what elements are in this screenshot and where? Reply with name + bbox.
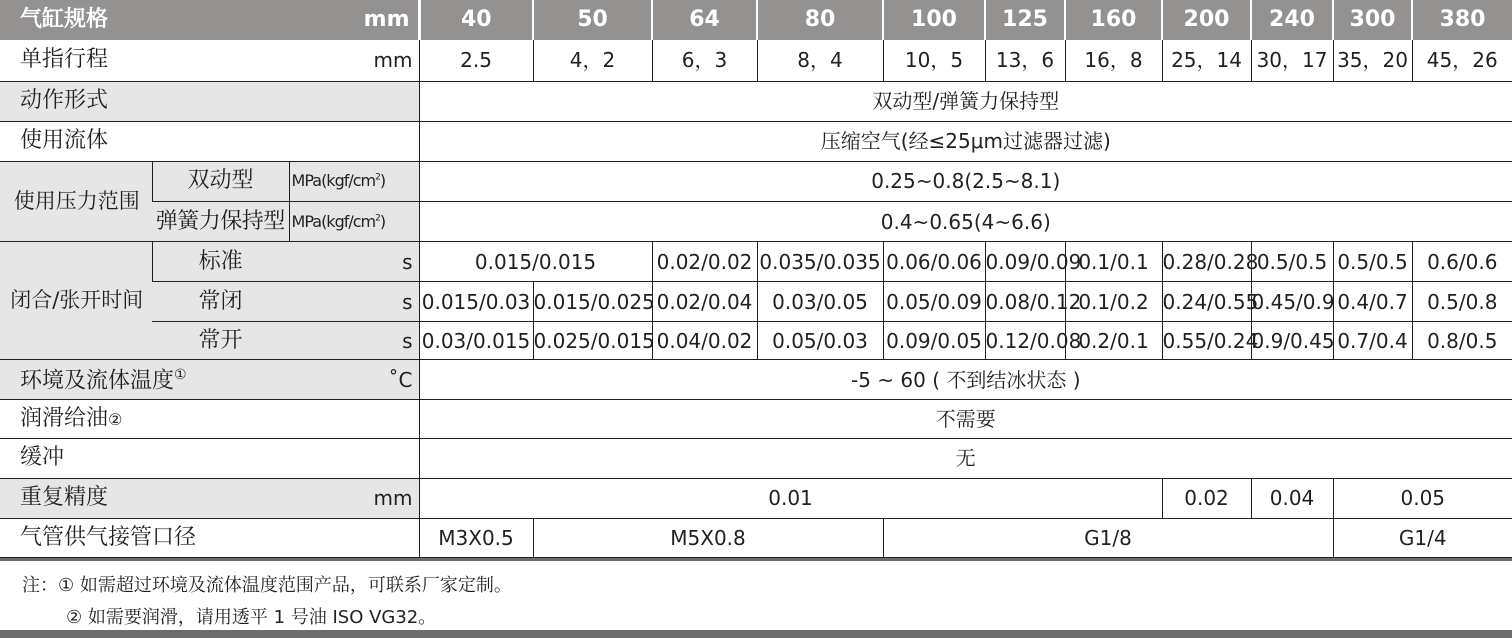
timing-row-standard — [0, 242, 1512, 282]
lubrication-label: 润滑给油② — [0, 400, 419, 438]
temperature-label: 环境及流体温度① — [0, 360, 289, 400]
pressure-spring-value: 0.4~0.65(4~6.6) — [419, 201, 1512, 241]
action-label: 动作形式 — [0, 81, 419, 121]
table-cell: 10，5 — [883, 40, 985, 81]
timing-no-label: 常开 — [152, 322, 289, 360]
bore-40: 40 — [419, 0, 533, 40]
timing-unit: s — [289, 322, 419, 360]
accuracy-value-3: 0.04 — [1251, 478, 1333, 518]
port-value-2: M5X0.8 — [533, 518, 883, 557]
table-cell: 0.04/0.02 — [652, 322, 757, 360]
pressure-unit: $MPa(kgf/cm^2)$ — [289, 201, 419, 241]
note-mark: ② — [108, 410, 123, 429]
table-cell: 13，6 — [985, 40, 1065, 81]
pressure-double-value: 0.25~0.8(2.5~8.1) — [419, 161, 1512, 201]
table-cell: 0.06/0.06 — [883, 242, 985, 282]
timing-nc-label: 常闭 — [152, 282, 289, 322]
table-cell: 0.035/0.035 — [757, 242, 883, 282]
table-cell: 0.015/0.03 — [419, 282, 533, 322]
bore-300: 300 — [1333, 0, 1412, 40]
table-cell: 0.015/0.015 — [419, 242, 652, 282]
table-cell: 0.08/0.12 — [985, 282, 1065, 322]
timing-unit: s — [289, 242, 419, 282]
header-label: 气缸规格 — [0, 0, 289, 40]
table-cell: 0.1/0.1 — [1065, 242, 1162, 282]
table-cell: 4，2 — [533, 40, 652, 81]
table-cell: 30，17 — [1251, 40, 1333, 81]
table-cell: 0.5/0.5 — [1333, 242, 1412, 282]
bore-100: 100 — [883, 0, 985, 40]
table-cell: 0.5/0.5 — [1251, 242, 1333, 282]
table-cell: 0.7/0.4 — [1333, 322, 1412, 360]
bore-50: 50 — [533, 0, 652, 40]
temperature-unit: ˚C — [289, 360, 419, 400]
table-cell: 0.8/0.5 — [1412, 322, 1512, 360]
table-cell: 0.24/0.55 — [1162, 282, 1251, 322]
port-value-1: M3X0.5 — [419, 518, 533, 557]
table-cell: 45，26 — [1412, 40, 1512, 81]
table-cell: 0.1/0.2 — [1065, 282, 1162, 322]
bore-125: 125 — [985, 0, 1065, 40]
timing-label: 闭合/张开时间 — [0, 242, 152, 360]
fluid-row — [0, 121, 1512, 161]
accuracy-label: 重复精度 — [0, 478, 289, 518]
fluid-value: 压缩空气(经≤25μm过滤器过滤) — [419, 121, 1512, 161]
note-line-1: 注：① 如需超过环境及流体温度范围产品，可联系厂家定制。 — [22, 575, 512, 596]
lubrication-row — [0, 400, 1512, 438]
table-cell: 0.05/0.03 — [757, 322, 883, 360]
table-cell: 0.02/0.02 — [652, 242, 757, 282]
stroke-unit: mm — [289, 40, 419, 81]
table-cell: 0.28/0.28 — [1162, 242, 1251, 282]
pressure-double-label: 双动型 — [152, 161, 289, 201]
stroke-label: 单指行程 — [0, 40, 289, 81]
bore-80: 80 — [757, 0, 883, 40]
temperature-row — [0, 360, 1512, 400]
accuracy-value-1: 0.01 — [419, 478, 1162, 518]
table-cell: 0.6/0.6 — [1412, 242, 1512, 282]
pressure-spring-label: 弹簧力保持型 — [152, 201, 289, 241]
cushion-row — [0, 438, 1512, 478]
action-row — [0, 81, 1512, 121]
table-cell: 0.015/0.025 — [533, 282, 652, 322]
table-cell: 35，20 — [1333, 40, 1412, 81]
table-cell: 0.02/0.04 — [652, 282, 757, 322]
bore-380: 380 — [1412, 0, 1512, 40]
accuracy-row — [0, 478, 1512, 518]
cushion-label: 缓冲 — [0, 438, 419, 478]
bore-64: 64 — [652, 0, 757, 40]
table-cell: 0.03/0.015 — [419, 322, 533, 360]
pressure-row-spring — [0, 201, 1512, 241]
port-label: 气管供气接管口径 — [0, 518, 419, 557]
temperature-value: -5 ~ 60 ( 不到结冰状态 ) — [419, 360, 1512, 400]
timing-unit: s — [289, 282, 419, 322]
table-cell: 0.025/0.015 — [533, 322, 652, 360]
cushion-value: 无 — [419, 438, 1512, 478]
table-cell: 8，4 — [757, 40, 883, 81]
timing-row-nc — [0, 282, 1512, 322]
note-mark: ① — [174, 366, 187, 383]
table-cell: 0.2/0.1 — [1065, 322, 1162, 360]
table-cell: 0.55/0.24 — [1162, 322, 1251, 360]
table-cell: 0.45/0.9 — [1251, 282, 1333, 322]
table-cell: 25，14 — [1162, 40, 1251, 81]
table-cell: 2.5 — [419, 40, 533, 81]
timing-row-no — [0, 322, 1512, 360]
fluid-label: 使用流体 — [0, 121, 419, 161]
accuracy-value-2: 0.02 — [1162, 478, 1251, 518]
table-cell: 0.5/0.8 — [1412, 282, 1512, 322]
table-cell: 0.05/0.09 — [883, 282, 985, 322]
footer-rule — [0, 630, 1512, 638]
bore-160: 160 — [1065, 0, 1162, 40]
lubrication-value: 不需要 — [419, 400, 1512, 438]
table-cell: 0.03/0.05 — [757, 282, 883, 322]
accuracy-unit: mm — [289, 478, 419, 518]
table-cell: 0.4/0.7 — [1333, 282, 1412, 322]
timing-standard-label: 标准 — [152, 242, 289, 282]
table-cell: 16，8 — [1065, 40, 1162, 81]
notes-section — [0, 558, 1512, 638]
table-cell: 0.09/0.09 — [985, 242, 1065, 282]
bore-200: 200 — [1162, 0, 1251, 40]
accuracy-value-4: 0.05 — [1333, 478, 1512, 518]
bore-240: 240 — [1251, 0, 1333, 40]
table-cell: 0.12/0.08 — [985, 322, 1065, 360]
port-value-4: G1/4 — [1333, 518, 1512, 557]
action-value: 双动型/弹簧力保持型 — [419, 81, 1512, 121]
stroke-row — [0, 40, 1512, 81]
port-row — [0, 518, 1512, 557]
pressure-unit: $MPa(kgf/cm^2)$ — [289, 161, 419, 201]
pressure-row-double — [0, 161, 1512, 201]
header-unit: mm — [289, 0, 419, 40]
table-cell: 0.09/0.05 — [883, 322, 985, 360]
table-cell: 6，3 — [652, 40, 757, 81]
table-cell: 0.9/0.45 — [1251, 322, 1333, 360]
note-line-2: ② 如需要润滑，请用透平 1 号油 ISO VG32。 — [66, 607, 437, 628]
pressure-label: 使用压力范围 — [0, 161, 152, 241]
header-row — [0, 0, 1512, 40]
port-value-3: G1/8 — [883, 518, 1333, 557]
